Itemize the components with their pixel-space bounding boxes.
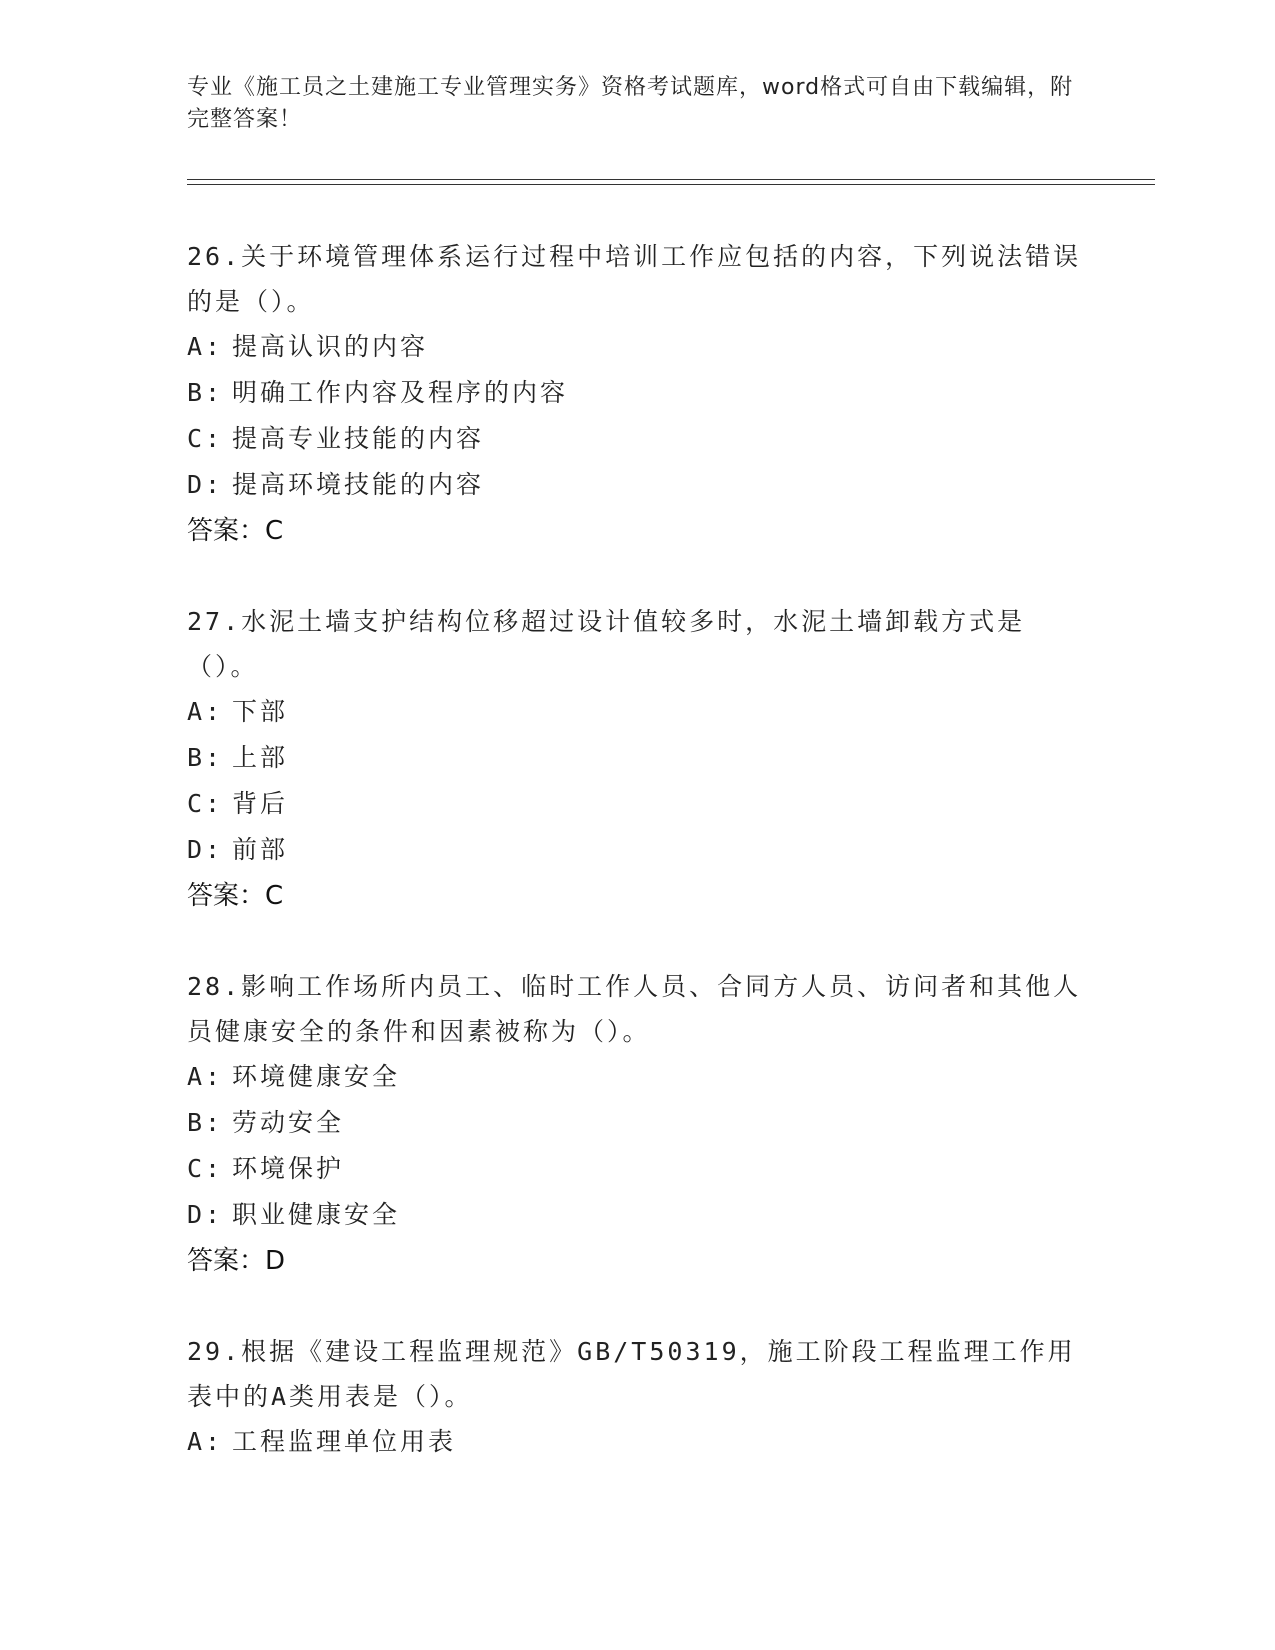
option-text: 工程监理单位用表 bbox=[232, 1427, 457, 1456]
option-letter: A: bbox=[187, 1062, 224, 1091]
option-d bbox=[187, 1192, 1087, 1238]
option-text: 背后 bbox=[232, 789, 289, 818]
header-divider-top bbox=[187, 179, 1155, 180]
option-text: 明确工作内容及程序的内容 bbox=[232, 378, 569, 407]
question-stem: 27.水泥土墙支护结构位移超过设计值较多时，水泥土墙卸载方式是（）。 bbox=[187, 607, 1026, 681]
option-letter: A: bbox=[187, 697, 224, 726]
option-a bbox=[187, 1054, 1087, 1100]
option-text: 职业健康安全 bbox=[232, 1200, 401, 1229]
option-letter: A: bbox=[187, 332, 224, 361]
option-letter: A: bbox=[187, 1427, 224, 1456]
question-stem: 26.关于环境管理体系运行过程中培训工作应包括的内容，下列说法错误的是（）。 bbox=[187, 242, 1082, 316]
option-c bbox=[187, 781, 1087, 827]
option-text: 下部 bbox=[232, 697, 289, 726]
option-text: 前部 bbox=[232, 835, 289, 864]
option-b bbox=[187, 1100, 1087, 1146]
option-a bbox=[187, 1419, 1087, 1465]
answer: 答案：D bbox=[187, 1246, 286, 1276]
question-26 bbox=[187, 234, 1087, 554]
header-divider-bottom bbox=[187, 184, 1155, 185]
option-text: 环境健康安全 bbox=[232, 1062, 401, 1091]
answer: 答案：C bbox=[187, 881, 284, 911]
option-a bbox=[187, 324, 1087, 370]
option-letter: D: bbox=[187, 1200, 224, 1229]
document-header: 专业《施工员之土建施工专业管理实务》资格考试题库，word格式可自由下载编辑，附完整答案！ bbox=[187, 75, 1074, 132]
question-27 bbox=[187, 599, 1087, 919]
question-28 bbox=[187, 964, 1087, 1284]
option-text: 提高环境技能的内容 bbox=[232, 470, 485, 499]
option-letter: B: bbox=[187, 1108, 224, 1137]
answer: 答案：C bbox=[187, 516, 284, 546]
option-letter: D: bbox=[187, 470, 224, 499]
option-c bbox=[187, 1146, 1087, 1192]
option-letter: B: bbox=[187, 743, 224, 772]
question-stem: 29.根据《建设工程监理规范》GB/T50319，施工阶段工程监理工作用表中的A类用表是（）。 bbox=[187, 1337, 1076, 1411]
option-text: 提高认识的内容 bbox=[232, 332, 429, 361]
option-text: 环境保护 bbox=[232, 1154, 345, 1183]
option-b bbox=[187, 735, 1087, 781]
option-b bbox=[187, 370, 1087, 416]
option-letter: B: bbox=[187, 378, 224, 407]
option-text: 上部 bbox=[232, 743, 289, 772]
option-a bbox=[187, 689, 1087, 735]
option-d bbox=[187, 462, 1087, 508]
option-letter: C: bbox=[187, 789, 224, 818]
option-d bbox=[187, 827, 1087, 873]
option-letter: C: bbox=[187, 1154, 224, 1183]
option-letter: C: bbox=[187, 424, 224, 453]
option-text: 劳动安全 bbox=[232, 1108, 345, 1137]
option-c bbox=[187, 416, 1087, 462]
question-29 bbox=[187, 1329, 1087, 1465]
option-letter: D: bbox=[187, 835, 224, 864]
question-stem: 28.影响工作场所内员工、临时工作人员、合同方人员、访问者和其他人员健康安全的条件和因素被称为（）。 bbox=[187, 972, 1082, 1046]
option-text: 提高专业技能的内容 bbox=[232, 424, 485, 453]
